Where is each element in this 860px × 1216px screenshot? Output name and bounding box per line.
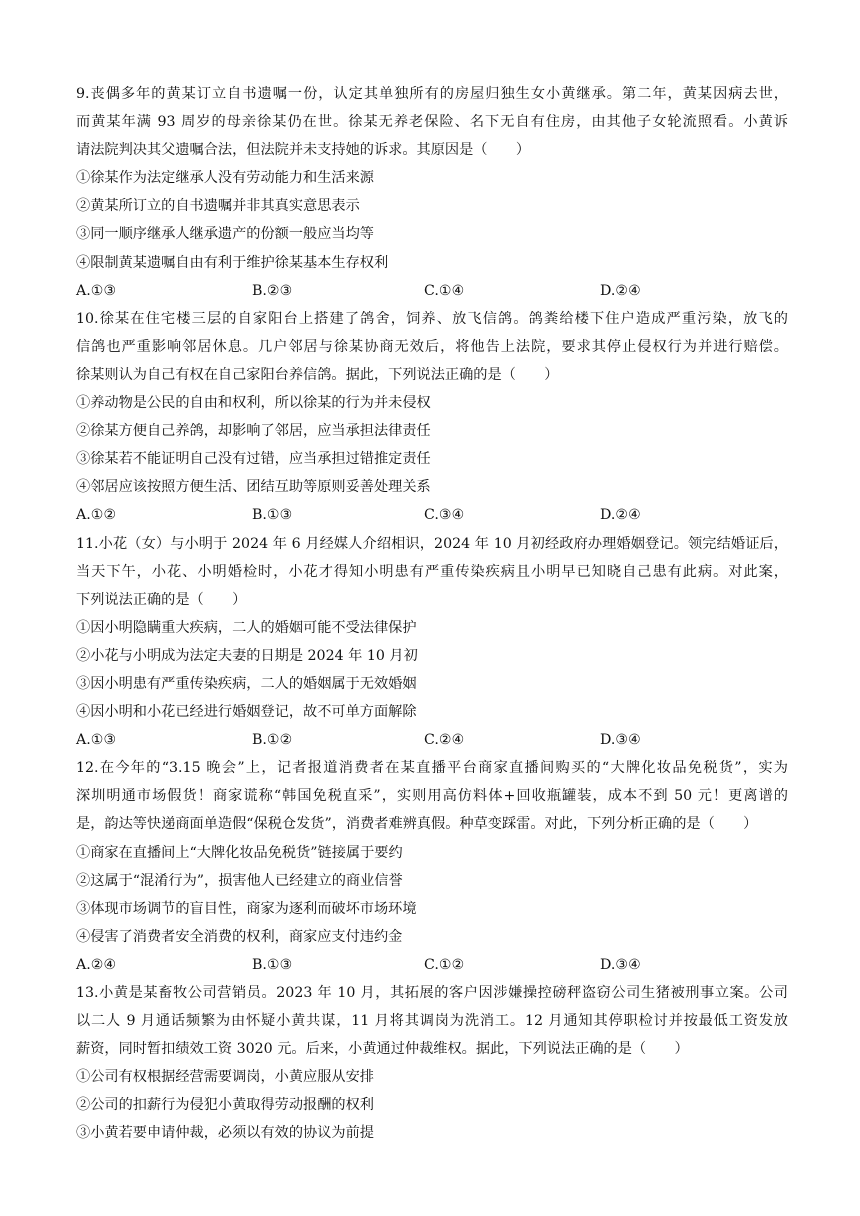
statement-3: ③同一顺序继承人继承遗产的份额一般应当均等 bbox=[76, 226, 374, 243]
question-9 bbox=[76, 80, 788, 305]
option-b: B.①③ bbox=[252, 507, 293, 524]
question-stem-line: 12.在今年的“3.15 晚会”上，记者报道消费者在某直播平台商家直播间购买的“大牌化妆品免税货”，实为 bbox=[76, 760, 788, 777]
option-b: B.①③ bbox=[252, 956, 293, 973]
option-c: C.①② bbox=[424, 956, 465, 973]
option-b: B.②③ bbox=[252, 282, 293, 299]
statement-2: ②徐某方便自己养鸽，却影响了邻居，应当承担法律责任 bbox=[76, 423, 431, 440]
answer-options bbox=[76, 501, 788, 529]
question-stem-line: 是，韵达等快递商面单造假“保税仓发货”，消费者难辨真假。种草变踩雷。对此，下列分析正确的是（ ） bbox=[76, 816, 758, 833]
exam-page bbox=[76, 80, 788, 1148]
question-stem-line: 下列说法正确的是（ ） bbox=[76, 591, 247, 608]
statement-3: ③徐某若不能证明自己没有过错，应当承担过错推定责任 bbox=[76, 451, 431, 468]
statement-2: ②小花与小明成为法定夫妻的日期是 2024 年 10 月初 bbox=[76, 647, 418, 664]
option-b: B.①② bbox=[252, 732, 293, 749]
question-stem-line: 以二人 9 月通话频繁为由怀疑小黄共谋，11 月将其调岗为洗消工。12 月通知其停职检讨并按最低工资发放 bbox=[76, 1013, 788, 1030]
option-d: D.③④ bbox=[600, 732, 641, 749]
option-d: D.③④ bbox=[600, 956, 641, 973]
option-c: C.③④ bbox=[424, 507, 465, 524]
option-c: C.①④ bbox=[424, 282, 465, 299]
answer-options bbox=[76, 277, 788, 305]
answer-options bbox=[76, 726, 788, 754]
question-stem-line: 10.徐某在住宅楼三层的自家阳台上搭建了鸽舍，饲养、放飞信鸽。鸽粪给楼下住户造成严重污染，放飞的 bbox=[76, 310, 788, 327]
statement-2: ②公司的扣薪行为侵犯小黄取得劳动报酬的权利 bbox=[76, 1097, 374, 1114]
statement-3: ③体现市场调节的盲目性，商家为逐利而破坏市场环境 bbox=[76, 900, 417, 917]
statement-4: ④限制黄某遗嘱自由有利于维护徐某基本生存权利 bbox=[76, 254, 389, 271]
statement-2: ②黄某所订立的自书遗嘱并非其真实意思表示 bbox=[76, 198, 360, 215]
statement-1: ①公司有权根据经营需要调岗，小黄应服从安排 bbox=[76, 1069, 374, 1086]
statement-3: ③小黄若要申请仲裁，必须以有效的协议为前提 bbox=[76, 1125, 374, 1142]
statement-4: ④侵害了消费者安全消费的权利，商家应支付违约金 bbox=[76, 928, 403, 945]
statement-1: ①徐某作为法定继承人没有劳动能力和生活来源 bbox=[76, 170, 374, 187]
question-stem-line: 9.丧偶多年的黄某订立自书遗嘱一份，认定其单独所有的房屋归独生女小黄继承。第二年，黄某因病去世， bbox=[76, 86, 788, 102]
question-stem-line: 而黄某年满 93 周岁的母亲徐某仍在世。徐某无养老保险、名下无自有住房，由其他子女轮流照看。小黄诉 bbox=[76, 114, 788, 131]
option-a: A.①② bbox=[76, 507, 117, 524]
question-12 bbox=[76, 754, 788, 979]
option-c: C.②④ bbox=[424, 732, 465, 749]
question-stem-line: 深圳明通市场假货！商家谎称“韩国免税直采”，实则用高仿料体+回收瓶罐装，成本不到 50 元！更离谱的 bbox=[76, 788, 788, 805]
question-10 bbox=[76, 305, 788, 530]
question-stem-line: 11.小花（女）与小明于 2024 年 6 月经媒人介绍相识，2024 年 10 月初经政府办理婚姻登记。领完结婚证后， bbox=[76, 535, 788, 552]
question-stem-line: 信鸽也严重影响邻居休息。几户邻居与徐某协商无效后，将他告上法院，要求其停止侵权行为并进行赔偿。 bbox=[76, 338, 788, 355]
statement-4: ④因小明和小花已经进行婚姻登记，故不可单方面解除 bbox=[76, 704, 417, 721]
statement-3: ③因小明患有严重传染疾病，二人的婚姻属于无效婚姻 bbox=[76, 675, 417, 692]
statement-1: ①养动物是公民的自由和权利，所以徐某的行为并未侵权 bbox=[76, 395, 431, 412]
question-13 bbox=[76, 979, 788, 1148]
statement-2: ②这属于“混淆行为”，损害他人已经建立的商业信誉 bbox=[76, 872, 403, 889]
question-stem-line: 薪资，同时暂扣绩效工资 3020 元。后来，小黄通过仲裁维权。据此，下列说法正确的是（ ） bbox=[76, 1041, 689, 1058]
answer-options bbox=[76, 951, 788, 979]
option-d: D.②④ bbox=[600, 282, 641, 299]
question-stem-line: 请法院判决其父遗嘱合法，但法院并未支持她的诉求。其原因是（ ） bbox=[76, 142, 531, 159]
question-stem-line: 当天下午，小花、小明婚检时，小花才得知小明患有严重传染疾病且小明早已知晓自己患有此病。对此案， bbox=[76, 563, 788, 580]
option-a: A.①③ bbox=[76, 282, 117, 299]
statement-4: ④邻居应该按照方便生活、团结互助等原则妥善处理关系 bbox=[76, 479, 431, 496]
option-a: A.①③ bbox=[76, 732, 117, 749]
question-stem-line: 13.小黄是某畜牧公司营销员。2023 年 10 月，其拓展的客户因涉嫌操控磅秤盗窃公司生猪被刑事立案。公司 bbox=[76, 985, 788, 1001]
question-stem-line: 徐某则认为自己有权在自己家阳台养信鸽。据此，下列说法正确的是（ ） bbox=[76, 366, 559, 383]
option-a: A.②④ bbox=[76, 956, 117, 973]
statement-1: ①因小明隐瞒重大疾病，二人的婚姻可能不受法律保护 bbox=[76, 619, 417, 636]
statement-1: ①商家在直播间上“大牌化妆品免税货”链接属于要约 bbox=[76, 844, 403, 861]
option-d: D.②④ bbox=[600, 507, 641, 524]
question-11 bbox=[76, 530, 788, 755]
